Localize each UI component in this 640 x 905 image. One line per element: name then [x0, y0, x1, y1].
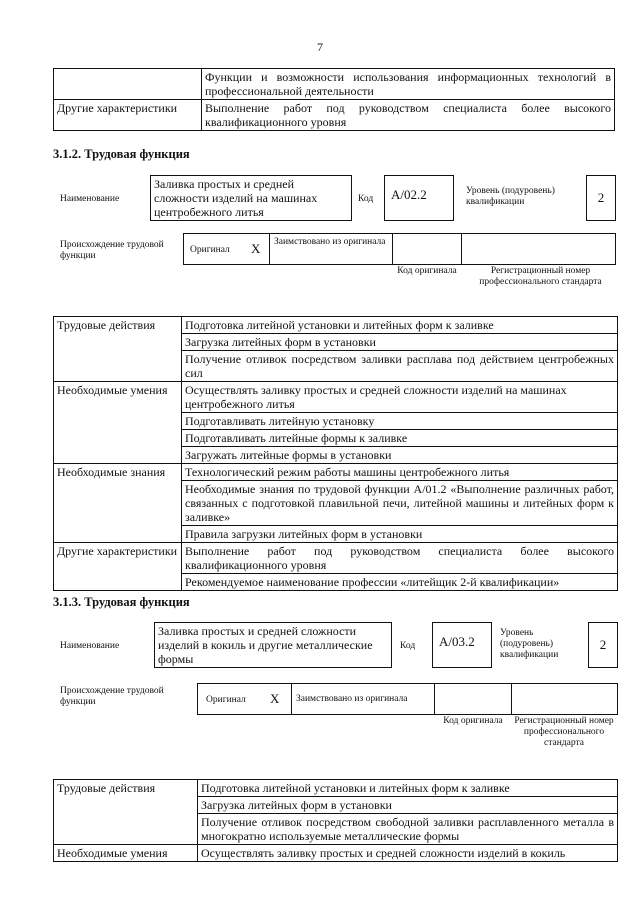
code-original-cell-313: [434, 683, 512, 715]
code-value-313: A/03.2: [432, 622, 492, 668]
group-label: Необходимые умения: [54, 845, 198, 862]
group-item: Подготовка литейной установки и литейных форм к заливке: [198, 780, 618, 797]
code-value-312: A/02.2: [384, 175, 454, 221]
origin-label-313: Происхождение трудовой функции: [60, 686, 164, 707]
code-original-note-312: Код оригинала: [397, 266, 457, 276]
section-heading-312: 3.1.2. Трудовая функция: [53, 147, 190, 161]
name-value-text: Заливка простых и средней сложности изделий на машинах центробежного литья: [154, 177, 318, 219]
group-item: Подготавливать литейные формы к заливке: [182, 430, 618, 447]
reg-number-note-313: Регистрационный номер профессионального стандарта: [514, 716, 614, 748]
borrowed-cell-312: Заимствовано из оригинала: [269, 233, 393, 265]
original-label: Оригинал: [190, 245, 230, 255]
table-row: [54, 100, 615, 131]
reg-number-note-312: Регистрационный номер профессионального стандарта: [479, 266, 602, 287]
original-mark: X: [270, 691, 280, 706]
code-label-312: Код: [358, 194, 374, 204]
table-row: [54, 780, 618, 797]
group-item: Правила загрузки литейных форм в установки: [182, 526, 618, 543]
level-value-312: 2: [586, 175, 616, 221]
group-item: Загружать литейные формы в установки: [182, 447, 618, 464]
table-row: [54, 69, 615, 100]
group-label: Трудовые действия: [54, 317, 182, 382]
group-item: Получение отливок посредством свободной заливки расплавленного металла в многократно используемые металлические формы: [198, 814, 618, 845]
group-item: Загрузка литейных форм в установки: [182, 334, 618, 351]
table-row: [54, 317, 618, 334]
group-item: Получение отливок посредством заливки расплава под действием центробежных сил: [182, 351, 618, 382]
group-item: Подготавливать литейную установку: [182, 413, 618, 430]
group-label: Необходимые умения: [54, 382, 182, 464]
group-item: Выполнение работ под руководством специалиста более высокого квалификационного уровня: [182, 543, 618, 574]
original-mark: X: [251, 241, 261, 256]
group-item: Рекомендуемое наименование профессии «литейщик 2-й квалификации»: [182, 574, 618, 591]
group-label: Трудовые действия: [54, 780, 198, 845]
reg-number-cell-312: [461, 233, 616, 265]
group-label: Другие характеристики: [54, 543, 182, 591]
name-value-313: [154, 622, 392, 668]
level-label-312: Уровень (подуровень) квалификации: [466, 186, 555, 207]
row-label: [54, 69, 202, 100]
group-item: Осуществлять заливку простых и средней сложности изделий на машинах центробежного литья: [182, 382, 618, 413]
name-value-text: Заливка простых и средней сложности изделий в кокиль и другие металлические формы: [158, 624, 373, 666]
function-table-312: [53, 316, 618, 591]
group-item: Необходимые знания по трудовой функции A/01.2 «Выполнение различных работ, связанных с подготовкой плавильной печи, литейной машины и литейных форм к заливке»: [182, 481, 618, 526]
code-original-cell-312: [392, 233, 462, 265]
top-characteristics-table: [53, 68, 615, 131]
row-text: Функции и возможности использования информационных технологий в профессиональной деятельности: [202, 69, 615, 100]
group-item: Загрузка литейных форм в установки: [198, 797, 618, 814]
group-item: Технологический режим работы машины центробежного литья: [182, 464, 618, 481]
table-row: [54, 845, 618, 862]
group-label: Необходимые знания: [54, 464, 182, 543]
code-label-313: Код: [400, 641, 416, 651]
group-item: Подготовка литейной установки и литейных форм к заливке: [182, 317, 618, 334]
row-label: Другие характеристики: [54, 100, 202, 131]
name-label-313: Наименование: [60, 641, 120, 651]
section-heading-313: 3.1.3. Трудовая функция: [53, 595, 190, 609]
name-label-312: Наименование: [60, 194, 120, 204]
table-row: [54, 543, 618, 574]
level-label-313: Уровень (подуровень) квалификации: [500, 628, 559, 660]
group-item: Осуществлять заливку простых и средней сложности изделий в кокиль: [198, 845, 618, 862]
name-value-312: [150, 175, 352, 221]
row-text: Выполнение работ под руководством специалиста более высокого квалификационного уровня: [202, 100, 615, 131]
original-cell-313: [197, 683, 292, 715]
level-value-313: 2: [588, 622, 618, 668]
origin-label-312: Происхождение трудовой функции: [60, 240, 164, 261]
code-original-note-313: Код оригинала: [443, 716, 503, 726]
function-table-313: [53, 779, 618, 862]
table-row: [54, 464, 618, 481]
original-label: Оригинал: [206, 695, 246, 705]
page-number: 7: [317, 40, 323, 54]
reg-number-cell-313: [511, 683, 618, 715]
table-row: [54, 382, 618, 413]
borrowed-cell-313: Заимствовано из оригинала: [291, 683, 435, 715]
original-cell-312: [183, 233, 270, 265]
